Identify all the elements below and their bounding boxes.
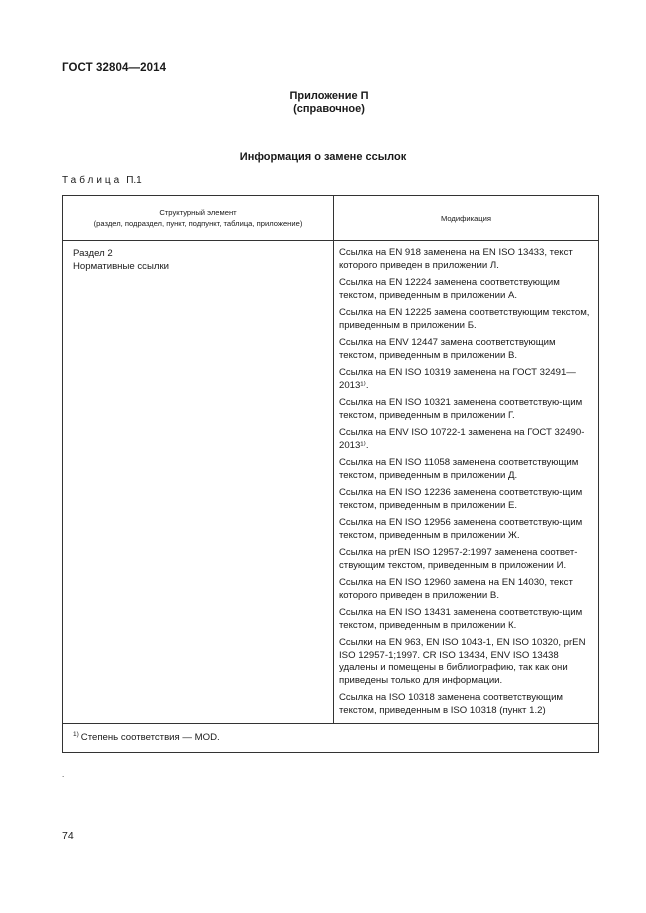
modification-item: Ссылка на EN ISO 12956 заменена соответствую-щим текстом, приведенным в приложении Ж. [339, 517, 583, 541]
structure-cell [63, 241, 334, 724]
standard-code: ГОСТ 32804—2014 [62, 62, 167, 74]
modification-item: Ссылка на EN 12224 заменена соответствующим текстом, приведенным в приложении А. [339, 277, 560, 301]
appendix-title: Приложение П [289, 90, 369, 102]
modification-item: Ссылка на EN ISO 11058 заменена соответствующим текстом, приведенным в приложении Д. [339, 457, 579, 481]
modifications-cell [334, 241, 599, 724]
page-number: 74 [62, 830, 74, 842]
section-heading: Информация о замене ссылок [239, 151, 407, 163]
modification-item: Ссылки на EN 963, EN ISO 1043-1, EN ISO 10320, prEN ISO 12957-1;1997. CR ISO 13434, ENV ISO 13438 удалены и помещены в библиографию, так как они приведены только для информации. [339, 637, 586, 686]
modification-item: Ссылка на EN ISO 12236 заменена соответствую-щим текстом, приведенным в приложении Е. [339, 487, 583, 511]
modification-item: Ссылка на prEN ISO 12957-2:1997 заменена соответ-ствующим текстом, приведенным в приложении И. [339, 547, 578, 571]
modification-column-header: Модификация [334, 196, 599, 241]
modification-item: Ссылка на EN ISO 13431 заменена соответствую-щим текстом, приведенным в приложении К. [339, 607, 583, 631]
footnote-row [63, 724, 599, 753]
structure-column-subtitle: (раздел, подраздел, пункт, подпункт, таблица, приложение) [93, 219, 303, 228]
modification-item: Ссылка на ENV 12447 замена соответствующим текстом, приведенным в приложении В. [339, 337, 556, 361]
appendix-title-block [0, 90, 646, 116]
modification-item: Ссылка на EN ISO 10321 заменена соответствую-щим текстом, приведенным в приложении Г. [339, 397, 583, 421]
modification-item: Ссылка на ISO 10318 заменена соответствующим текстом, приведенным в ISO 10318 (пункт 1.2) [339, 692, 564, 716]
table-header-row [63, 196, 599, 241]
appendix-subtitle: (справочное) [293, 103, 365, 115]
structure-column-header [63, 196, 334, 241]
reference-replacement-table [62, 195, 599, 753]
modification-item: Ссылка на EN ISO 12960 замена на EN 14030, текст которого приведен в приложении В. [339, 577, 573, 601]
footnote-marker: 1) [73, 731, 79, 738]
footnote-text: Степень соответствия — MOD. [80, 732, 220, 743]
structure-section: Раздел 2 [73, 248, 113, 259]
table-caption-number: П.1 [126, 175, 142, 186]
modification-item: Ссылка на EN 12225 замена соответствующим текстом, приведенным в приложении Б. [339, 307, 590, 331]
table-caption-word: Таблица [62, 175, 123, 186]
table-caption [62, 175, 142, 186]
structure-column-title: Структурный элемент [159, 208, 237, 217]
stray-mark: . [62, 770, 65, 779]
modification-item: Ссылка на EN ISO 10319 заменена на ГОСТ 32491—2013¹⁾. [339, 367, 576, 391]
modification-item: Ссылка на EN 918 заменена на EN ISO 13433, текст которого приведен в приложении Л. [339, 247, 573, 271]
footnote-cell [63, 724, 599, 753]
structure-subsection: Нормативные ссылки [73, 260, 170, 272]
modification-item: Ссылка на ENV ISO 10722-1 заменена на ГОСТ 32490-2013¹⁾. [339, 427, 585, 451]
table-row [63, 241, 599, 724]
